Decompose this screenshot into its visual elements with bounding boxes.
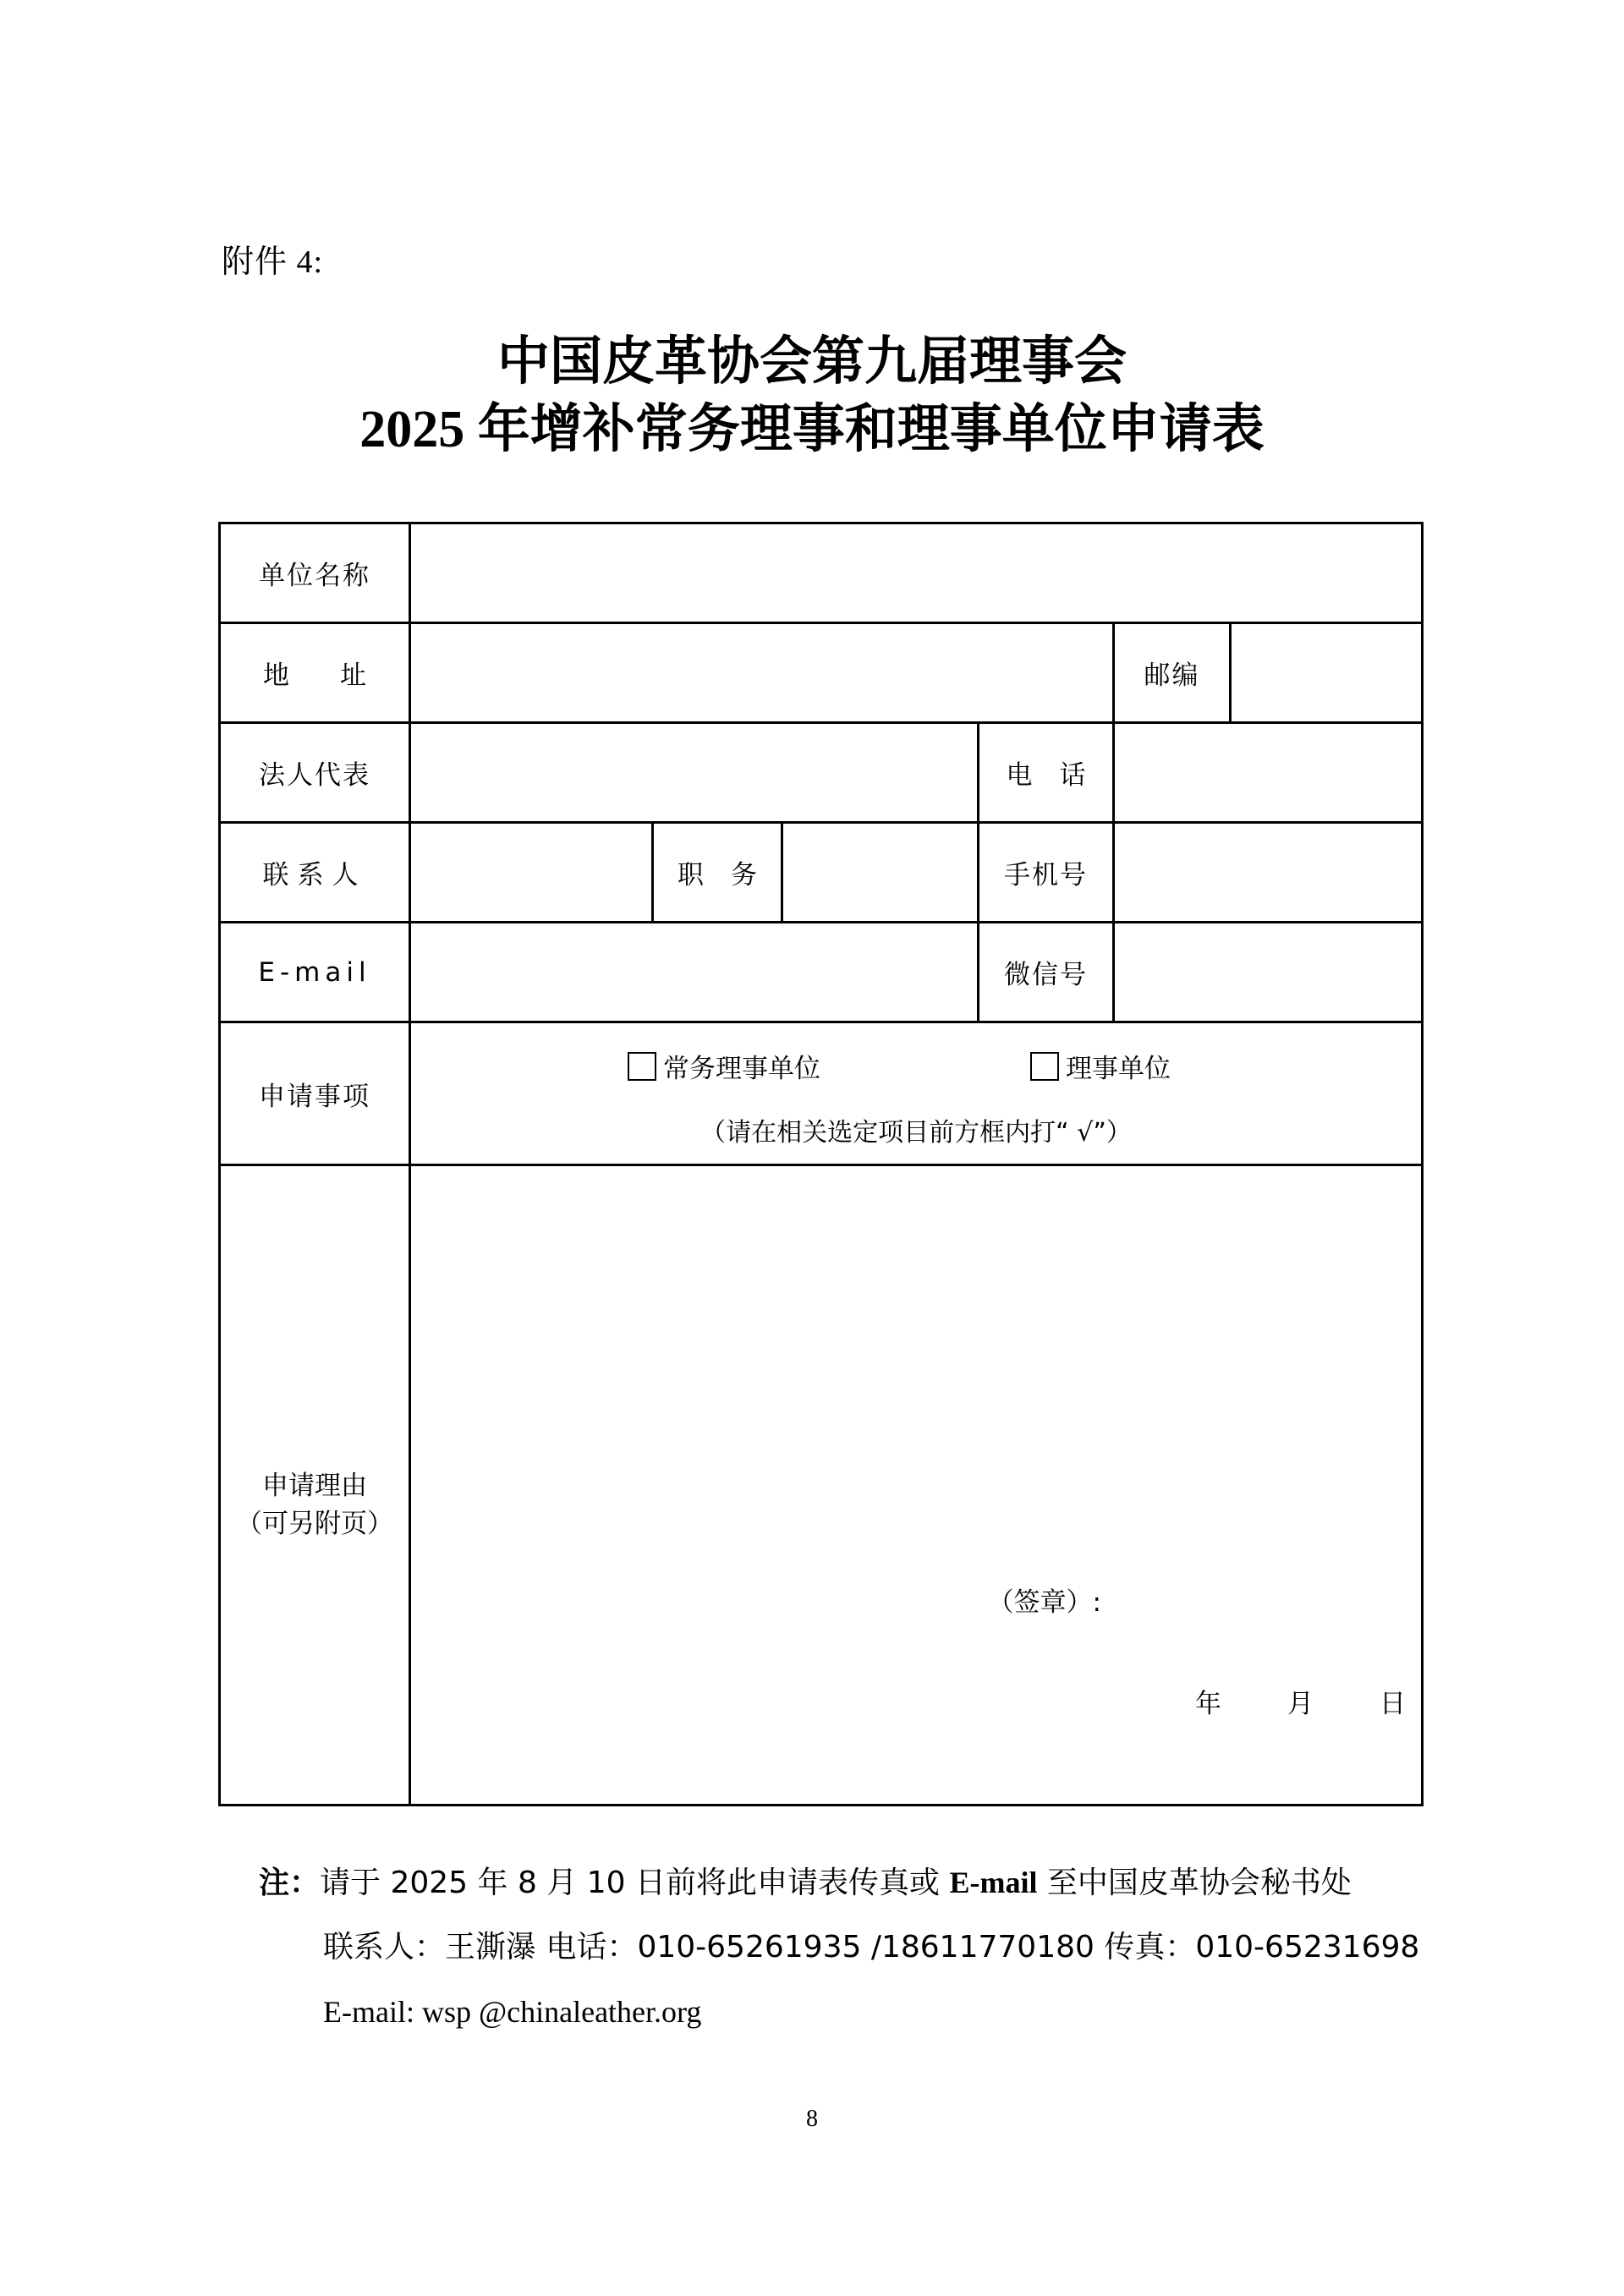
notes-section: [259, 1850, 1419, 2044]
legal-rep-label: 法人代表: [220, 723, 410, 823]
date-month: 月: [1287, 1689, 1314, 1719]
wechat-label: 微信号: [979, 923, 1114, 1022]
postcode-field[interactable]: [1231, 623, 1423, 723]
notes-line-2: 联系人：王澌瀑 电话：010-65261935 /18611770180 传真：010-65231698: [323, 1930, 1420, 1964]
email-field[interactable]: [410, 923, 979, 1022]
option-standing-director[interactable]: [628, 1047, 820, 1085]
option-director[interactable]: [1030, 1047, 1171, 1085]
reason-field[interactable]: [410, 1165, 1423, 1806]
position-label-char-1: 职: [678, 860, 704, 890]
phone-field[interactable]: [1114, 723, 1423, 823]
attachment-label: 附件 4:: [222, 244, 324, 280]
row-unit-name: [220, 523, 1423, 623]
title-line-1: 中国皮革协会第九届理事会: [497, 333, 1127, 391]
row-reason: [220, 1165, 1423, 1806]
unit-name-field[interactable]: [410, 523, 1423, 623]
notes-line-1-b: 至中国皮革协会秘书处: [1037, 1866, 1352, 1900]
unit-name-label: 单位名称: [220, 523, 410, 623]
seal-label: （签章）:: [987, 1587, 1101, 1618]
email-label: E-mail: [220, 923, 410, 1022]
reason-label-line-1: 申请理由: [262, 1471, 367, 1501]
reason-label: [220, 1165, 410, 1806]
contact-field[interactable]: [410, 823, 653, 923]
date-day: 日: [1380, 1689, 1406, 1719]
option-hint: （请在相关选定项目前方框内打“ √”）: [700, 1118, 1132, 1148]
mobile-field[interactable]: [1114, 823, 1423, 923]
page-number: 8: [806, 2106, 818, 2132]
position-field[interactable]: [782, 823, 979, 923]
contact-label: 联系人: [220, 823, 410, 923]
position-label: [653, 823, 782, 923]
notes-line-1-a: 请于 2025 年 8 月 10 日前将此申请表传真或: [320, 1866, 950, 1900]
checkbox-director[interactable]: [1030, 1052, 1059, 1081]
notes-line-3: E-mail: wsp @chinaleather.org: [323, 1995, 702, 2029]
row-contact: [220, 823, 1423, 923]
position-label-char-2: 务: [731, 860, 757, 890]
reason-label-line-2: （可另附页）: [236, 1509, 393, 1539]
apply-item-options: [410, 1022, 1423, 1165]
wechat-field[interactable]: [1114, 923, 1423, 1022]
title-line-2: 2025 年增补常务理事和理事单位申请表: [359, 401, 1265, 458]
phone-label-char-2: 话: [1059, 760, 1086, 791]
row-address: [220, 623, 1423, 723]
address-label-char-2: 址: [340, 660, 366, 691]
phone-label: [979, 723, 1114, 823]
date-year: 年: [1195, 1689, 1221, 1719]
mobile-label: 手机号: [979, 823, 1114, 923]
notes-head: 注：: [259, 1866, 321, 1900]
checkbox-row: [411, 1047, 1421, 1086]
row-email: [220, 923, 1423, 1022]
row-legal-rep: [220, 723, 1423, 823]
legal-rep-field[interactable]: [410, 723, 979, 823]
option-director-label: 理事单位: [1066, 1054, 1171, 1084]
row-apply-item: [220, 1022, 1423, 1165]
phone-label-char-1: 电: [1006, 760, 1033, 791]
notes-line-1: [259, 1850, 1419, 1915]
date-line: [1195, 1682, 1406, 1720]
notes-line-1-email: E-mail: [949, 1866, 1038, 1899]
checkbox-standing-director[interactable]: [628, 1052, 656, 1081]
postcode-label: 邮编: [1114, 623, 1231, 723]
apply-item-label: 申请事项: [220, 1022, 410, 1165]
option-standing-director-label: 常务理事单位: [663, 1054, 820, 1084]
address-label-char-1: 地: [263, 660, 289, 691]
application-form-table: [218, 522, 1424, 1806]
address-label: [220, 623, 410, 723]
address-field[interactable]: [410, 623, 1114, 723]
